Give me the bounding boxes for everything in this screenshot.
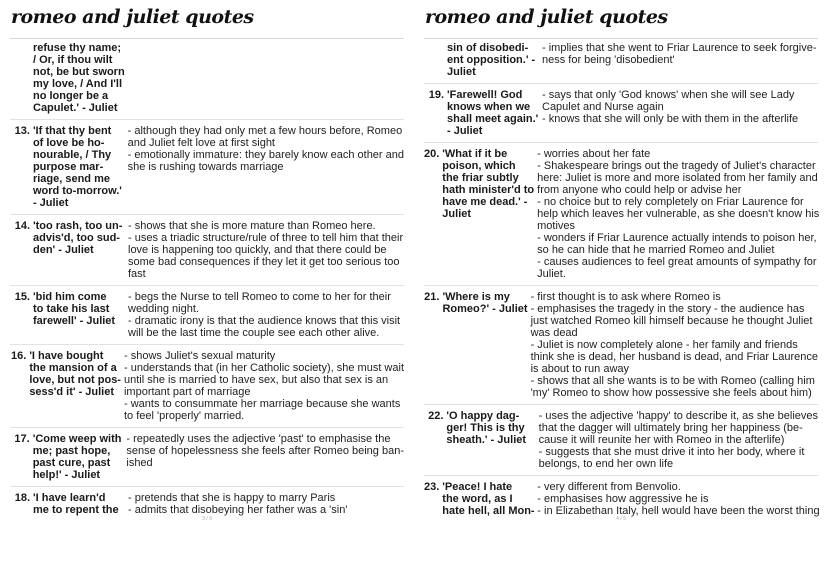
quote-line: hath minister'd to	[442, 184, 535, 196]
note-line: and Juliet felt love at first sight	[127, 137, 275, 149]
note-line: motives	[537, 220, 576, 232]
quote-line: 'I have bought	[29, 350, 104, 362]
note-line: - Juliet is now completely alone - her family and friends	[530, 339, 798, 351]
note-line: - wants to consummate her marriage because she wants	[123, 398, 401, 410]
quote-line: Juliet	[447, 66, 476, 78]
note-line: ness for being 'disobedient'	[542, 54, 675, 66]
note-line: - Shakespeare brings out the tragedy of Juliet's character	[537, 160, 816, 172]
note-line: - emphasises how aggressive he is	[537, 493, 709, 505]
quote-line: sin of disobedi-	[447, 42, 529, 54]
quote-text	[33, 492, 125, 516]
quote-line: not, be but sworn	[33, 66, 125, 78]
quote-line: ger! This is thy	[446, 422, 525, 434]
quote-line: past cure, past	[32, 457, 111, 469]
note-line: Juliet.	[537, 268, 566, 280]
quote-text	[442, 291, 527, 399]
page-number: 4 / 9	[616, 516, 626, 522]
note-line: wedding night.	[128, 303, 199, 315]
quote-number: 20.	[424, 148, 440, 160]
quote-text	[33, 220, 125, 280]
table-row	[10, 123, 404, 215]
table-row	[10, 348, 404, 428]
note-line: - shows that all she wants is to be with Romeo (calling him	[530, 375, 815, 387]
note-line: - uses a triadic structure/rule of three to tell him that their	[128, 232, 404, 244]
page-title: romeo and juliet quotes	[425, 6, 668, 28]
quote-line: Capulet.' - Juliet	[33, 102, 118, 114]
note-line: Capulet and Nurse again	[542, 101, 664, 113]
note-line: she is rushing towards marriage	[127, 161, 284, 173]
note-line: to feel 'properly' married.	[123, 410, 245, 422]
quote-line: 'If that thy bent	[32, 125, 112, 137]
quote-number: 23.	[424, 481, 440, 493]
note-line: - says that only 'God knows' when she will see Lady	[542, 89, 795, 101]
analysis-notes	[534, 148, 819, 280]
note-line: - begs the Nurse to tell Romeo to come to her for their	[128, 291, 391, 303]
quote-line: 'Where is my	[442, 291, 510, 303]
analysis-notes	[121, 350, 404, 422]
note-line: belongs, to end her own life	[538, 458, 674, 470]
table-row	[424, 40, 818, 84]
quote-line: shall meet again.'	[447, 113, 539, 125]
quote-line: / Or, if thou wilt	[33, 54, 113, 66]
note-line: ished	[126, 457, 153, 469]
note-line: just watched Romeo kill himself because he thought Juliet	[530, 315, 813, 327]
quote-text	[29, 350, 121, 422]
note-line: think she is dead, her husband is dead, and Friar Laurence	[530, 351, 818, 363]
quote-text	[33, 291, 125, 339]
analysis-notes	[539, 42, 818, 78]
note-line: cause it will reunite her with Romeo in the afterlife)	[538, 434, 785, 446]
quote-line: to take his last	[33, 303, 110, 315]
quote-line: of love be ho-	[32, 137, 105, 149]
quote-line: 'O happy dag-	[446, 410, 520, 422]
quote-number: 21.	[424, 291, 440, 303]
quote-number: 18.	[14, 492, 30, 504]
quote-number: 16.	[11, 350, 27, 362]
note-line: - shows Juliet's sexual maturity	[123, 350, 276, 362]
quote-line: no longer be a	[33, 90, 109, 102]
divider	[424, 38, 818, 39]
quotes-table	[10, 40, 404, 524]
quote-line: have me dead.' -	[442, 196, 528, 208]
note-line: - worries about her fate	[537, 148, 651, 160]
quote-line: love, but not pos-	[29, 374, 121, 386]
analysis-notes	[536, 410, 818, 470]
quote-line: sess'd it' - Juliet	[29, 386, 115, 398]
quote-text	[447, 42, 539, 78]
quote-number: 15.	[14, 291, 30, 303]
note-line: fast	[128, 268, 146, 280]
analysis-notes	[539, 89, 818, 137]
quote-number: 19.	[428, 89, 444, 101]
quote-line: refuse thy name;	[33, 42, 122, 54]
note-line: - implies that she went to Friar Laurence to seek forgive-	[542, 42, 817, 54]
page-title: romeo and juliet quotes	[11, 6, 254, 28]
quote-line: - Juliet	[32, 197, 69, 209]
quote-line: Romeo?' - Juliet	[442, 303, 528, 315]
table-row	[10, 40, 404, 120]
note-line: until she is married to have sex, but also that sex is an	[123, 374, 389, 386]
table-row	[10, 218, 404, 286]
note-line: sense of hopelessness she feels after Romeo being ban-	[126, 445, 404, 457]
quote-line: sheath.' - Juliet	[446, 434, 527, 446]
note-line: help which leaves her vulnerable, as she doesn't know his	[537, 208, 820, 220]
quote-text	[442, 148, 534, 280]
note-line: - although they had only met a few hours before, Romeo	[127, 125, 403, 137]
table-row	[10, 289, 404, 345]
note-line: - very different from Benvolio.	[537, 481, 681, 493]
quote-text	[447, 89, 539, 137]
quote-text	[442, 481, 534, 517]
table-row	[424, 87, 818, 143]
quote-line: me to repent the	[33, 504, 119, 516]
quote-line: hate hell, all Mon-	[442, 505, 535, 517]
note-line: - no choice but to rely completely on Friar Laurence for	[537, 196, 804, 208]
divider	[10, 38, 404, 39]
note-line: - emphasises the tragedy in the story - the audience has	[530, 303, 805, 315]
analysis-notes	[125, 220, 404, 280]
note-line: 'my' Romeo to show how possessive she feels about him)	[530, 387, 812, 399]
note-line: - emotionally immature: they barely know each other and	[127, 149, 404, 161]
table-row	[424, 408, 818, 476]
note-line: will be the last time the couple see each other alive.	[128, 327, 380, 339]
table-row	[10, 431, 404, 487]
quote-line: me; past hope,	[32, 445, 111, 457]
note-line: was dead	[530, 327, 578, 339]
page-4	[414, 0, 828, 586]
quote-line: poison, which	[442, 160, 516, 172]
analysis-notes	[125, 291, 404, 339]
quote-number: 17.	[14, 433, 30, 445]
quote-line: - Juliet	[447, 125, 483, 137]
quote-line: 'Come weep with	[32, 433, 122, 445]
analysis-notes	[123, 433, 404, 481]
quote-line: word to-morrow.'	[32, 185, 122, 197]
note-line: love is happening too quickly, and that there could be	[128, 244, 387, 256]
analysis-notes	[125, 125, 404, 209]
quote-number	[424, 42, 447, 78]
note-line: - uses the adjective 'happy' to describe it, as she believes	[538, 410, 818, 422]
note-line: - repeatedly uses the adjective 'past' to emphasise the	[126, 433, 391, 445]
note-line: - suggests that she must drive it into her body, where it	[538, 446, 805, 458]
quote-line: the friar subtly	[442, 172, 519, 184]
note-line: - pretends that she is happy to marry Paris	[128, 492, 336, 504]
note-line: - shows that she is more mature than Romeo here.	[128, 220, 376, 232]
quote-line: 'What if it be	[442, 148, 508, 160]
note-line: that the dagger will ultimately bring her happiness (be-	[538, 422, 803, 434]
note-line: so he can hide that he married Romeo and Juliet	[537, 244, 775, 256]
analysis-notes	[534, 481, 819, 517]
note-line: here: Juliet is more and more isolated from her family and	[537, 172, 818, 184]
quote-line: purpose mar-	[32, 161, 104, 173]
note-line: - in Elizabethan Italy, hell would have been the worst thing	[537, 505, 820, 517]
quote-line: Juliet	[442, 208, 472, 220]
note-line: some bad consequences if they let it get too serious too	[128, 256, 400, 268]
quote-text	[33, 125, 125, 209]
quote-line: farewell' - Juliet	[33, 315, 116, 327]
analysis-notes	[125, 42, 404, 114]
note-line: important part of marriage	[123, 386, 251, 398]
note-line: from anyone who could help or advise her	[537, 184, 742, 196]
quote-text	[446, 410, 535, 470]
quote-number: 22.	[428, 410, 444, 422]
quote-line: 'Peace! I hate	[442, 481, 513, 493]
quote-line: the mansion of a	[29, 362, 117, 374]
quote-line: nourable, / Thy	[32, 149, 112, 161]
quotes-table	[424, 40, 818, 525]
note-line: - knows that she will only be with them in the afterlife	[542, 113, 799, 125]
quote-number: 13.	[14, 125, 30, 137]
note-line: - causes audiences to feel great amounts of sympathy for	[537, 256, 817, 268]
quote-line: the word, as I	[442, 493, 513, 505]
note-line: - first thought is to ask where Romeo is	[530, 291, 721, 303]
quote-line: ent opposition.' -	[447, 54, 536, 66]
quote-text	[33, 433, 124, 481]
quote-line: riage, send me	[32, 173, 110, 185]
note-line: - wonders if Friar Laurence actually intends to poison her,	[537, 232, 817, 244]
quote-line: 'too rash, too un-	[33, 220, 123, 232]
quote-line: 'Farewell! God	[447, 89, 523, 101]
quote-number	[10, 42, 33, 114]
note-line: - admits that disobeying her father was a 'sin'	[128, 504, 348, 516]
quote-text	[33, 42, 125, 114]
table-row	[424, 289, 818, 405]
note-line: is about to run away	[530, 363, 630, 375]
quote-line: knows when we	[447, 101, 531, 113]
page-number: 3 / 9	[202, 516, 212, 522]
note-line: - dramatic irony is that the audience knows that this visit	[128, 315, 401, 327]
quote-line: advis'd, too sud-	[33, 232, 120, 244]
quote-number: 14.	[14, 220, 30, 232]
quote-line: den' - Juliet	[33, 244, 94, 256]
analysis-notes	[528, 291, 818, 399]
table-row	[424, 146, 818, 286]
quote-line: 'bid him come	[33, 291, 107, 303]
analysis-notes	[125, 492, 404, 516]
quote-line: my love, / And I'll	[33, 78, 123, 90]
note-line: - understands that (in her Catholic society), she must wait	[123, 362, 404, 374]
quote-line: help!' - Juliet	[32, 469, 101, 481]
quote-line: 'I have learn'd	[33, 492, 106, 504]
